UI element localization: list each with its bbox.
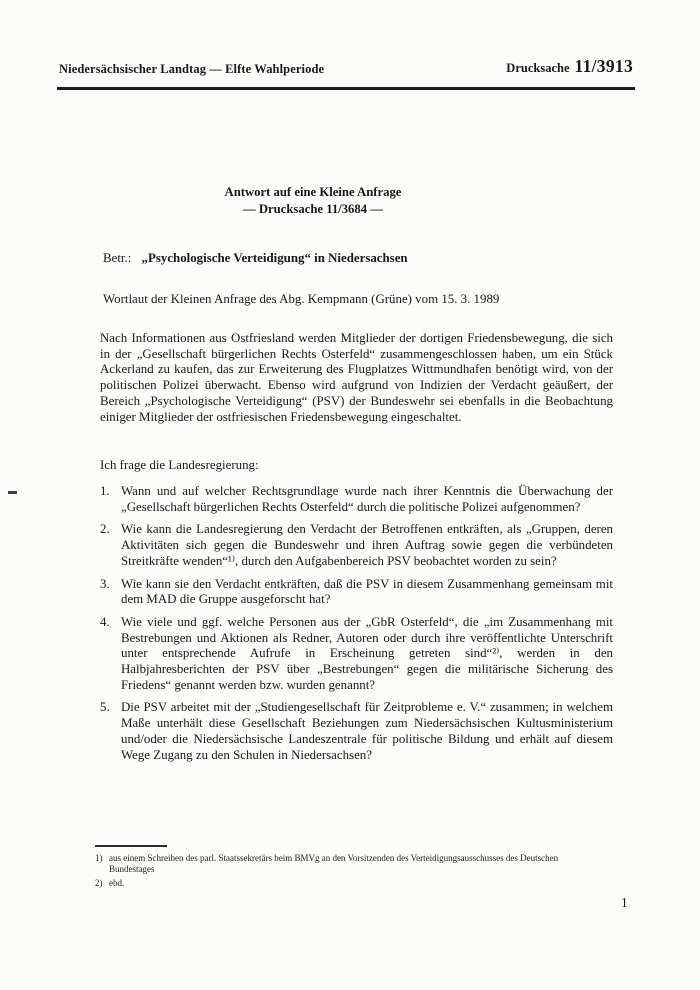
subject-label: Betr.: (103, 251, 132, 265)
footnote-marker: 2) (95, 877, 103, 888)
question-item-1 (100, 484, 613, 515)
margin-mark (8, 491, 17, 494)
page-header (59, 56, 633, 77)
page-number: 1 (621, 895, 628, 910)
question-intro-line: Ich frage die Landesregierung: (100, 458, 259, 472)
question-item-5 (100, 700, 613, 763)
question-text: Wann und auf welcher Rechtsgrundlage wurde nach ihrer Kenntnis die Überwachung der „Gesellschaft bürgerlichen Rechts Osterfeld“ durch die politische Polizei aufgenommen? (121, 484, 613, 514)
inquiry-intro-line: Wortlaut der Kleinen Anfrage des Abg. Kempmann (Grüne) vom 15. 3. 1989 (103, 292, 500, 306)
question-number: 2. (100, 522, 110, 537)
question-text: Wie viele und ggf. welche Personen aus der „GbR Osterfeld“, die „im Zusammenhang mit Bestrebungen und Aktionen als Redner, Autoren oder durch ihre veröffentlichte Unterschrift unter entsprechende Aufrufe in Erscheinung getreten sind“²⁾, werden in den Halbjahresberichten der PSV über „Bestrebungen“ gegen die militärische Sicherung des Friedens“ genannt werden bzw. wurden genannt? (121, 614, 613, 692)
footnote-item-2 (95, 878, 565, 889)
question-item-2 (100, 522, 613, 569)
document-title-line2: — Drucksache 11/3684 — (243, 201, 383, 216)
parliament-title: Niedersächsischer Landtag — Elfte Wahlperiode (59, 62, 325, 76)
footnote-text: ebd. (109, 877, 125, 888)
inquiry-body-paragraph: Nach Informationen aus Ostfriesland werden Mitglieder der dortigen Friedensbewegung, die sich in der „Gesellschaft bürgerlichen Rechts Osterfeld“ zusammengeschlossen haben, um ein Stück Ackerland zu kaufen, das zur Erweiterung des Flugplatzes Wittmundhafen benötigt wird, von der politischen Polizei überwacht. Ebenso wird aufgrund von Indizien der Verdacht geäußert, der Bereich „Psychologische Verteidigung“ (PSV) der Bundeswehr sei ebenfalls in die Beobachtung einiger Mitglieder der ostfriesischen Friedensbewegung eingeschaltet. (100, 331, 613, 424)
footnote-text: aus einem Schreiben des parl. Staatssekretärs beim BMVg an den Vorsitzenden des Verteidigungsausschusses des Deutschen Bundestages (109, 852, 559, 874)
question-number: 3. (100, 576, 110, 591)
drucksache-reference (506, 56, 633, 77)
footnote-item-1 (95, 853, 565, 875)
question-list (100, 484, 613, 770)
document-title-line1: Antwort auf eine Kleine Anfrage (224, 185, 402, 199)
question-item-4 (100, 615, 613, 694)
drucksache-label: Drucksache (506, 61, 570, 75)
question-number: 4. (100, 614, 110, 629)
subject-line (103, 251, 408, 266)
drucksache-number: 11/3913 (574, 56, 633, 76)
footnotes-section (95, 845, 565, 892)
question-number: 5. (100, 700, 110, 715)
question-text: Wie kann die Landesregierung den Verdacht der Betroffenen entkräften, als „Gruppen, deren Aktivitäten sich gegen die Bundeswehr und ihren Auftrag sowie gegen die verbündeten Streitkräfte wenden“¹⁾, durch den Aufgabenbereich PSV beobachtet worden zu sein? (121, 522, 613, 568)
question-number: 1. (100, 484, 110, 498)
document-title (103, 184, 523, 217)
question-text: Die PSV arbeitet mit der „Studiengesellschaft für Zeitprobleme e. V.“ zusammen; in welchem Maße unterhält diese Gesellschaft Beziehungen zum Niedersächsischen Kultusministerium und/oder die Niedersächsische Landeszentrale für politische Bildung und erhält auf diesem Wege Zugang zu den Schulen in Niedersachsen? (121, 700, 613, 762)
header-divider-rule (57, 87, 635, 90)
question-text: Wie kann sie den Verdacht entkräften, daß die PSV in diesem Zusammenhang gemeinsam mit dem MAD die Gruppe ausgeforscht hat? (121, 576, 613, 607)
question-item-3 (100, 577, 613, 608)
subject-text: „Psychologische Verteidigung“ in Niedersachsen (141, 251, 408, 265)
footnote-marker: 1) (95, 852, 103, 863)
footnote-divider-rule (95, 845, 167, 847)
